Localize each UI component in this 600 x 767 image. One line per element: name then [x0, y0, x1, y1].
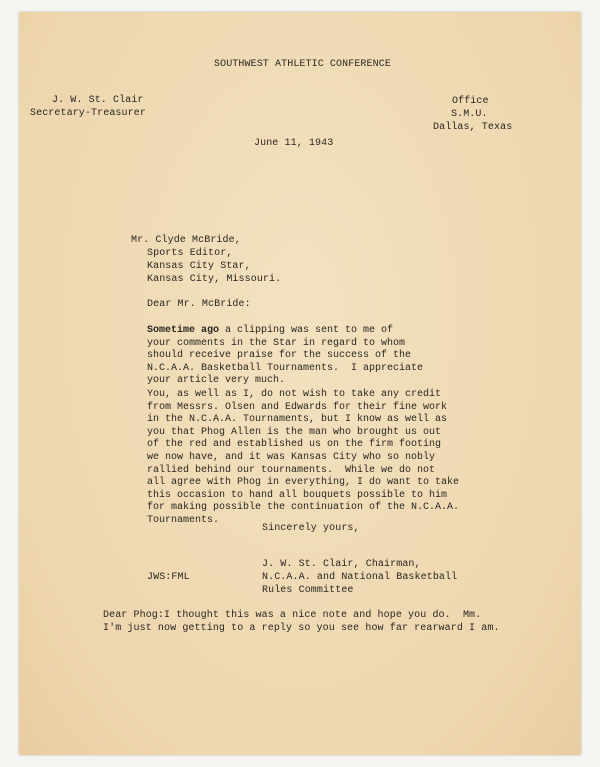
paragraph-2-line: all agree with Phog in everything, I do want to take	[147, 477, 460, 489]
letter-date: June 11, 1943	[254, 138, 334, 149]
paragraph-2-line: rallied behind our tournaments. While we do not	[147, 464, 436, 476]
paragraph-2-line: Tournaments.	[147, 514, 220, 526]
paragraph-1-line: your comments in the Star in regard to whom	[147, 337, 406, 349]
signature-name: J. W. St. Clair, Chairman,	[262, 559, 421, 570]
emphasis-lead: Sometime ago	[147, 325, 220, 336]
recipient-name: Mr. Clyde McBride,	[131, 235, 241, 246]
paragraph-2-line: of the red and established us on the firm footing	[147, 439, 442, 451]
paragraph-2	[147, 389, 459, 528]
recipient-company: Kansas City Star,	[147, 261, 251, 272]
signature-committee-cont: Rules Committee	[262, 585, 354, 596]
letter-page	[19, 12, 581, 755]
postscript-line-2: I'm just now getting to a reply so you see how far rearward I am.	[103, 623, 500, 634]
recipient-title: Sports Editor,	[147, 248, 233, 259]
paragraph-1	[147, 325, 423, 388]
paragraph-2-line: this occasion to hand all bouquets possible to him	[147, 489, 448, 501]
paragraph-1-line: N.C.A.A. Basketball Tournaments. I appreciate	[147, 362, 424, 374]
paragraph-2-line: in the N.C.A.A. Tournaments, but I know as well as	[147, 414, 448, 426]
signature-committee: N.C.A.A. and National Basketball	[262, 572, 458, 583]
paragraph-2-line: we now have, and it was Kansas City who so nobly	[147, 451, 436, 463]
paragraph-1-line: should receive praise for the success of the	[147, 350, 412, 362]
sender-title: Secretary-Treasurer	[30, 108, 146, 119]
office-city: Dallas, Texas	[433, 122, 513, 133]
paragraph-1-line: Sometime ago a clipping was sent to me of	[147, 325, 394, 336]
paragraph-2-line: from Messrs. Olsen and Edwards for their fine work	[147, 401, 448, 413]
paragraph-2-line: for making possible the continuation of the N.C.A.A.	[147, 502, 460, 514]
paragraph-2-line: you that Phog Allen is the man who brought us out	[147, 426, 442, 438]
paragraph-2-line: You, as well as I, do not wish to take any credit	[147, 389, 442, 400]
closing: Sincerely yours,	[262, 523, 360, 534]
salutation: Dear Mr. McBride:	[147, 299, 251, 310]
postscript-line-1: Dear Phog:I thought this was a nice note and hope you do. Mm.	[103, 610, 482, 621]
office-institution: S.M.U.	[451, 109, 488, 120]
office-label: Office	[452, 96, 489, 107]
recipient-city: Kansas City, Missouri.	[147, 274, 282, 285]
sender-name: J. W. St. Clair	[52, 95, 144, 106]
typist-initials: JWS:FML	[147, 572, 190, 583]
letterhead: SOUTHWEST ATHLETIC CONFERENCE	[214, 59, 391, 70]
paragraph-1-line: your article very much.	[147, 375, 286, 387]
